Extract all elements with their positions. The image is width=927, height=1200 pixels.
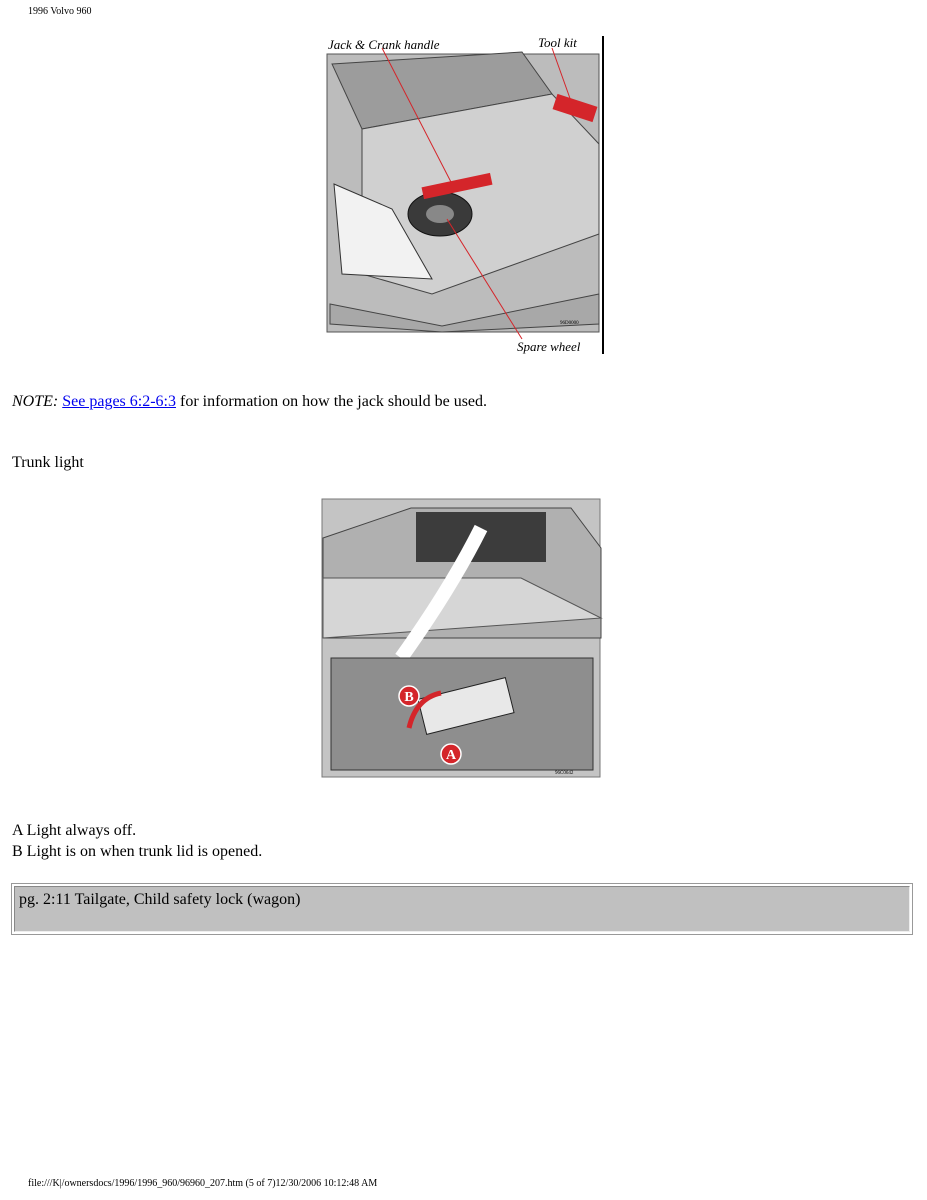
note-prefix: NOTE: [12, 393, 59, 410]
trunk-light-illustration [321, 498, 603, 781]
see-pages-link[interactable]: See pages 6:2-6:3 [62, 393, 176, 410]
next-page-link[interactable]: pg. 2:11 Tailgate, Child safety lock (wagon) [14, 886, 910, 932]
marker-b-label: B [404, 690, 414, 705]
spare-wheel-hub [426, 205, 454, 223]
section-title: Trunk light [12, 454, 84, 471]
figure-code: 96D0000 [560, 321, 579, 326]
jack-label: Jack & Crank handle [328, 37, 440, 52]
marker-a-label: A [445, 748, 457, 763]
document-footer: file:///K|/ownersdocs/1996/1996_960/96960_207.htm (5 of 7)12/30/2006 10:12:48 AM [28, 1178, 378, 1189]
jack-note [12, 393, 487, 411]
toolkit-label: Tool kit [538, 35, 577, 50]
trunk-spare-wheel-illustration [322, 34, 612, 359]
next-page-nav [11, 883, 913, 935]
note-suffix: for information on how the jack should be used. [175, 393, 488, 410]
spare-wheel-label: Spare wheel [517, 339, 581, 354]
figure-code-2: 96C0642 [555, 771, 574, 776]
legend-item-b: B Light is on when trunk lid is opened. [12, 843, 263, 860]
legend-item-a: A Light always off. [12, 822, 137, 839]
document-header: 1996 Volvo 960 [28, 6, 92, 17]
